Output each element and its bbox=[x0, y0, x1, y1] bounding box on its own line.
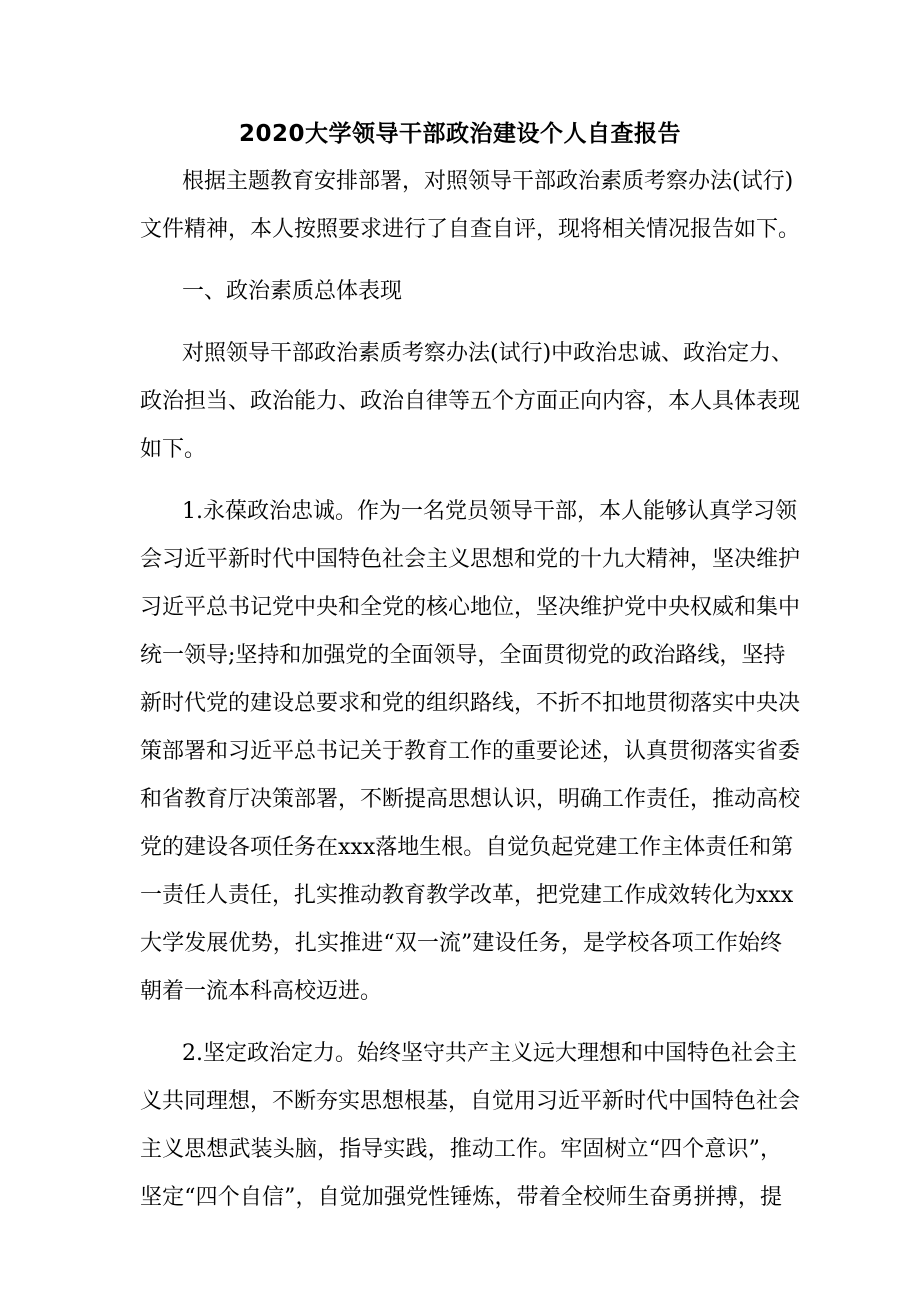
document-title: 2020大学领导干部政治建设个人自查报告 bbox=[238, 121, 681, 147]
text-line: 和省教育厅决策部署，不断提高思想认识，明确工作责任，推动高校 bbox=[140, 787, 801, 812]
paragraph-intro bbox=[140, 158, 801, 254]
text-line: 一责任人责任，扎实推动教育教学改革，把党建工作成效转化为xxx bbox=[140, 883, 794, 908]
text-line: 根据主题教育安排部署，对照领导干部政治素质考察办法(试行) bbox=[182, 169, 794, 194]
paragraph-overview bbox=[140, 330, 801, 474]
text-line: 党的建设各项任务在xxx落地生根。自觉负起党建工作主体责任和第 bbox=[140, 835, 794, 860]
text-line: 一、政治素质总体表现 bbox=[182, 279, 403, 304]
document-body bbox=[140, 158, 801, 1222]
section-heading bbox=[140, 268, 782, 316]
text-line: 如下。 bbox=[140, 437, 207, 462]
text-line: 2.坚定政治定力。始终坚守共产主义远大理想和中国特色社会主 bbox=[182, 1041, 797, 1066]
text-line: 文件精神，本人按照要求进行了自查自评，现将相关情况报告如下。 bbox=[140, 217, 801, 242]
text-line: 新时代党的建设总要求和党的组织路线，不折不扣地贯彻落实中央决 bbox=[140, 691, 801, 716]
text-line: 会习近平新时代中国特色社会主义思想和党的十九大精神，坚决维护 bbox=[140, 547, 801, 572]
text-line: 对照领导干部政治素质考察办法(试行)中政治忠诚、政治定力、 bbox=[182, 341, 794, 366]
paragraph-loyalty bbox=[140, 488, 801, 1016]
text-line: 朝着一流本科高校迈进。 bbox=[140, 979, 383, 1004]
text-line: 政治担当、政治能力、政治自律等五个方面正向内容，本人具体表现 bbox=[140, 389, 801, 414]
text-line: 习近平总书记党中央和全党的核心地位，坚决维护党中央权威和集中 bbox=[140, 595, 801, 620]
paragraph-steadfastness bbox=[140, 1030, 801, 1222]
text-line: 大学发展优势，扎实推进“双一流”建设任务，是学校各项工作始终 bbox=[140, 931, 782, 956]
text-line: 1.永葆政治忠诚。作为一名党员领导干部，本人能够认真学习领 bbox=[182, 499, 797, 524]
text-line: 义共同理想，不断夯实思想根基，自觉用习近平新时代中国特色社会 bbox=[140, 1089, 801, 1114]
text-line: 策部署和习近平总书记关于教育工作的重要论述，认真贯彻落实省委 bbox=[140, 739, 801, 764]
text-line: 主义思想武装头脑，指导实践，推动工作。牢固树立“四个意识”， bbox=[140, 1137, 782, 1162]
text-line: 坚定“四个自信”，自觉加强党性锤炼，带着全校师生奋勇拼搏，提 bbox=[140, 1185, 782, 1210]
text-line: 统一领导;坚持和加强党的全面领导，全面贯彻党的政治路线，坚持 bbox=[140, 643, 786, 668]
